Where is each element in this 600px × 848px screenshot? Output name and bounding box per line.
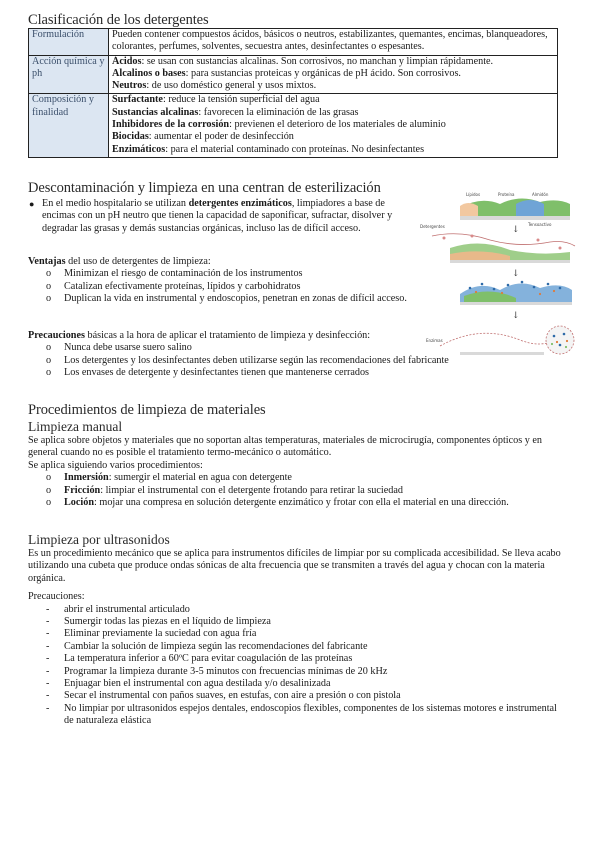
- list-item-text: Eliminar previamente la suciedad con agua fría: [64, 628, 257, 640]
- dash-bullet-icon: -: [46, 628, 50, 640]
- list-item-text: Catalizan efectivamente proteínas, lípidos y carbohidratos: [64, 280, 301, 292]
- list-item-text: Enjuagar bien el instrumental con agua destilada y/o desalinizada: [64, 678, 331, 690]
- list-item-text: Duplican la vida en instrumental y endoscopios, penetran en zonas de difícil acceso.: [64, 293, 407, 305]
- list-item-text: Minimizan el riesgo de contaminación de los instrumentos: [64, 268, 303, 280]
- section-title-clasificacion: Clasificación de los detergentes: [28, 12, 209, 28]
- ventajas-bold: Ventajas: [28, 256, 66, 267]
- list-item: [28, 604, 568, 616]
- ventajas-block: [28, 256, 428, 306]
- ultrasonidos-block: [28, 548, 568, 728]
- list-item-text: Los envases de detergente y desinfectantes tienen que mantenerse cerrados: [64, 367, 370, 379]
- list-item: [28, 293, 428, 305]
- surface-panel-3: [460, 281, 572, 305]
- dash-bullet-icon: -: [46, 665, 50, 677]
- cell-text: : aumentar el poder de desinfección: [148, 131, 294, 143]
- list-item-text: abrir el instrumental articulado: [64, 603, 190, 615]
- dash-bullet-icon: -: [46, 702, 50, 714]
- circle-bullet-icon: o: [46, 497, 52, 509]
- list-item-text: Los detergentes y los desinfectantes deben utilizarse según las recomendaciones del fabricante: [64, 354, 449, 366]
- list-item: [28, 616, 568, 628]
- list-item-text: Programar la limpieza durante 3-5 minutos con frecuencias mínimas de 20 kHz: [64, 665, 388, 677]
- term-locion: Loción: [64, 497, 95, 509]
- ventajas-rest: del uso de detergentes de limpieza:: [65, 256, 211, 267]
- cell-text: : se usan con sustancias alcalinas. Son corrosivos, no manchan y limpian rápidamente.: [141, 55, 494, 67]
- cell-text: : para el material contaminado con proteínas. No desinfectantes: [165, 143, 425, 155]
- list-item: [28, 497, 568, 509]
- cell-text: : de uso doméstico general y usos mixtos.: [146, 80, 317, 92]
- cell-text: : previenen el deterioro de los materiales de aluminio: [229, 119, 446, 131]
- table-row: [29, 55, 558, 94]
- circle-bullet-icon: o: [46, 367, 52, 379]
- row-label-accion: Acción química y ph: [29, 55, 109, 94]
- cell-text: Pueden contener compuestos ácidos, básicos o neutros, estabilizantes, quemantes, encimas, blanqueadores, colorantes, perfumes, solventes, secuestra antes, desinfectantes o espesantes.: [112, 29, 548, 53]
- list-item: [28, 703, 568, 728]
- circle-bullet-icon: o: [46, 268, 52, 280]
- list-item: [28, 485, 568, 497]
- cell-text: : favorecen la eliminación de las grasas: [198, 106, 359, 118]
- circle-bullet-icon: o: [46, 354, 52, 366]
- label-detergentes: Detergentes: [420, 224, 445, 229]
- list-item-text: No limpiar por ultrasonidos espejos dentales, endoscopios flexibles, componentes de los sistemas motores e instrumental de naturaleza elástica: [64, 702, 557, 727]
- bullet-icon: ●: [29, 199, 35, 209]
- circle-bullet-icon: o: [46, 293, 52, 305]
- down-arrow-icon: ↓: [512, 225, 520, 235]
- list-item: [28, 268, 428, 280]
- dash-bullet-icon: -: [46, 640, 50, 652]
- list-item: [28, 653, 568, 665]
- dash-bullet-icon: -: [46, 603, 50, 615]
- dash-bullet-icon: -: [46, 653, 50, 665]
- term-alcalinos: Alcalinos o bases: [112, 67, 186, 79]
- classification-table: [28, 28, 558, 158]
- cell-text: : reduce la tensión superficial del agua: [162, 94, 320, 106]
- intro-bold: detergentes enzimáticos: [188, 198, 292, 209]
- term-biocidas: Biocidas: [112, 131, 149, 143]
- intro-text: En el medio hospitalario se utilizan: [42, 198, 189, 209]
- intro-paragraph: [28, 198, 420, 235]
- cell-line: [112, 94, 554, 106]
- list-item: [28, 281, 428, 293]
- table-row: [29, 94, 558, 157]
- precauciones-bold: Precauciones: [28, 330, 85, 341]
- term-surfactante: Surfactante: [112, 94, 163, 106]
- down-arrow-icon: ↓: [512, 269, 520, 279]
- surface-panel-2: [420, 222, 575, 263]
- circle-bullet-icon: o: [46, 472, 52, 484]
- list-item: [28, 628, 568, 640]
- surface-panel-1: [460, 192, 570, 220]
- section-title-procedimientos: Procedimientos de limpieza de materiales: [28, 402, 266, 418]
- subsection-title-manual: Limpieza manual: [28, 419, 123, 434]
- term-acidos: Ácidos: [112, 55, 142, 67]
- detergent-action-illustration: [420, 190, 580, 370]
- term-inmersion: Inmersión: [64, 472, 109, 484]
- cell-line: [112, 131, 554, 143]
- label-tensoactivo: Tensoactivo: [528, 222, 552, 227]
- cell-line: [112, 144, 554, 156]
- list-item: [28, 678, 568, 690]
- row-content-formulacion: [109, 29, 558, 56]
- list-item: [28, 641, 568, 653]
- list-item: [28, 690, 568, 702]
- dash-bullet-icon: -: [46, 678, 50, 690]
- list-item-text: Secar el instrumental con paños suaves, en estufas, con aire a presión o con pistola: [64, 690, 401, 702]
- label-proteina: Proteína: [498, 192, 515, 197]
- list-item: [28, 666, 568, 678]
- row-label-formulacion: Formulación: [29, 29, 109, 56]
- row-content-accion: [109, 55, 558, 94]
- surface-panel-4: [426, 326, 574, 355]
- cell-line: [112, 56, 554, 68]
- list-item-text: : mojar una compresa en solución detergente enzimático y frotar con ella el material en una dirección.: [94, 497, 509, 509]
- cell-line: [112, 68, 554, 80]
- intro-text-rest: , limpiadores a base de encimas con un pH neutro que tienen la capacidad de saponificar, sufractar, disolver y degradar las grasas y demás sustancias orgánicas, incluso las de difícil acceso.: [42, 198, 393, 234]
- manual-paragraph-2: Se aplica siguiendo varios procedimientos:: [28, 459, 203, 471]
- circle-bullet-icon: o: [46, 280, 52, 292]
- list-item: [28, 198, 420, 235]
- label-enzimas: Enzimas: [426, 338, 443, 343]
- manual-paragraph: Se aplica sobre objetos y materiales que no soportan altas temperaturas, materiales de microcirugía, componentes ópticos y en general cuando no es posible el tratamiento termo-mecánico o automático.: [28, 435, 543, 459]
- down-arrow-icon: ↓: [512, 311, 520, 321]
- term-enzimaticos: Enzimáticos: [112, 143, 166, 155]
- list-item: [28, 472, 568, 484]
- row-label-composicion: Composición y finalidad: [29, 94, 109, 157]
- list-item-text: Nunca debe usarse suero salino: [64, 342, 192, 354]
- term-inhibidores: Inhibidores de la corrosión: [112, 119, 230, 131]
- table-row: [29, 29, 558, 56]
- term-friccion: Fricción: [64, 484, 101, 496]
- dash-bullet-icon: -: [46, 690, 50, 702]
- precauciones-rest: básicas a la hora de aplicar el tratamiento de limpieza y desinfección:: [84, 330, 371, 341]
- label-lipidos: Lípidos: [466, 192, 481, 197]
- term-sustancias-alcalinas: Sustancias alcalinas: [112, 106, 199, 118]
- cell-line: [112, 107, 554, 119]
- list-item-text: : limpiar el instrumental con el detergente frotando para retirar la suciedad: [100, 484, 403, 496]
- label-almidon: Almidón: [532, 192, 549, 197]
- list-item-text: Sumergir todas las piezas en el líquido de limpieza: [64, 616, 271, 628]
- subsection-title-ultrasonidos: Limpieza por ultrasonidos: [28, 532, 170, 547]
- cell-line: [112, 80, 554, 92]
- ultrasonidos-paragraph: Es un procedimiento mecánico que se aplica para instrumentos difíciles de limpiar por su complicada accesibilidad. Se lleva acabo utilizando una cubeta que produce ondas sónicas de alta frecuencia que se transmiten a través del agua y chocan con la materia orgánica.: [28, 548, 561, 584]
- dash-bullet-icon: -: [46, 616, 50, 628]
- manual-block: [28, 435, 568, 509]
- circle-bullet-icon: o: [46, 484, 52, 496]
- list-item-text: Cambiar la solución de limpieza según las recomendaciones del fabricante: [64, 640, 368, 652]
- cell-text: : para sustancias proteicas y orgánicas de pH ácido. Son corrosivos.: [185, 67, 461, 79]
- cell-line: [112, 119, 554, 131]
- list-item-text: La temperatura inferior a 60ºC para evitar coagulación de las proteínas: [64, 653, 353, 665]
- term-neutros: Neutros: [112, 80, 147, 92]
- section-title-descontaminacion: Descontaminación y limpieza en una centran de esterilización: [28, 180, 381, 196]
- circle-bullet-icon: o: [46, 342, 52, 354]
- ultrasonidos-precauciones-heading: Precauciones:: [28, 591, 85, 603]
- list-item-text: : sumergir el material en agua con detergente: [108, 472, 292, 484]
- precauciones-heading: [28, 330, 373, 342]
- ventajas-heading: [28, 256, 428, 268]
- row-content-composicion: [109, 94, 558, 157]
